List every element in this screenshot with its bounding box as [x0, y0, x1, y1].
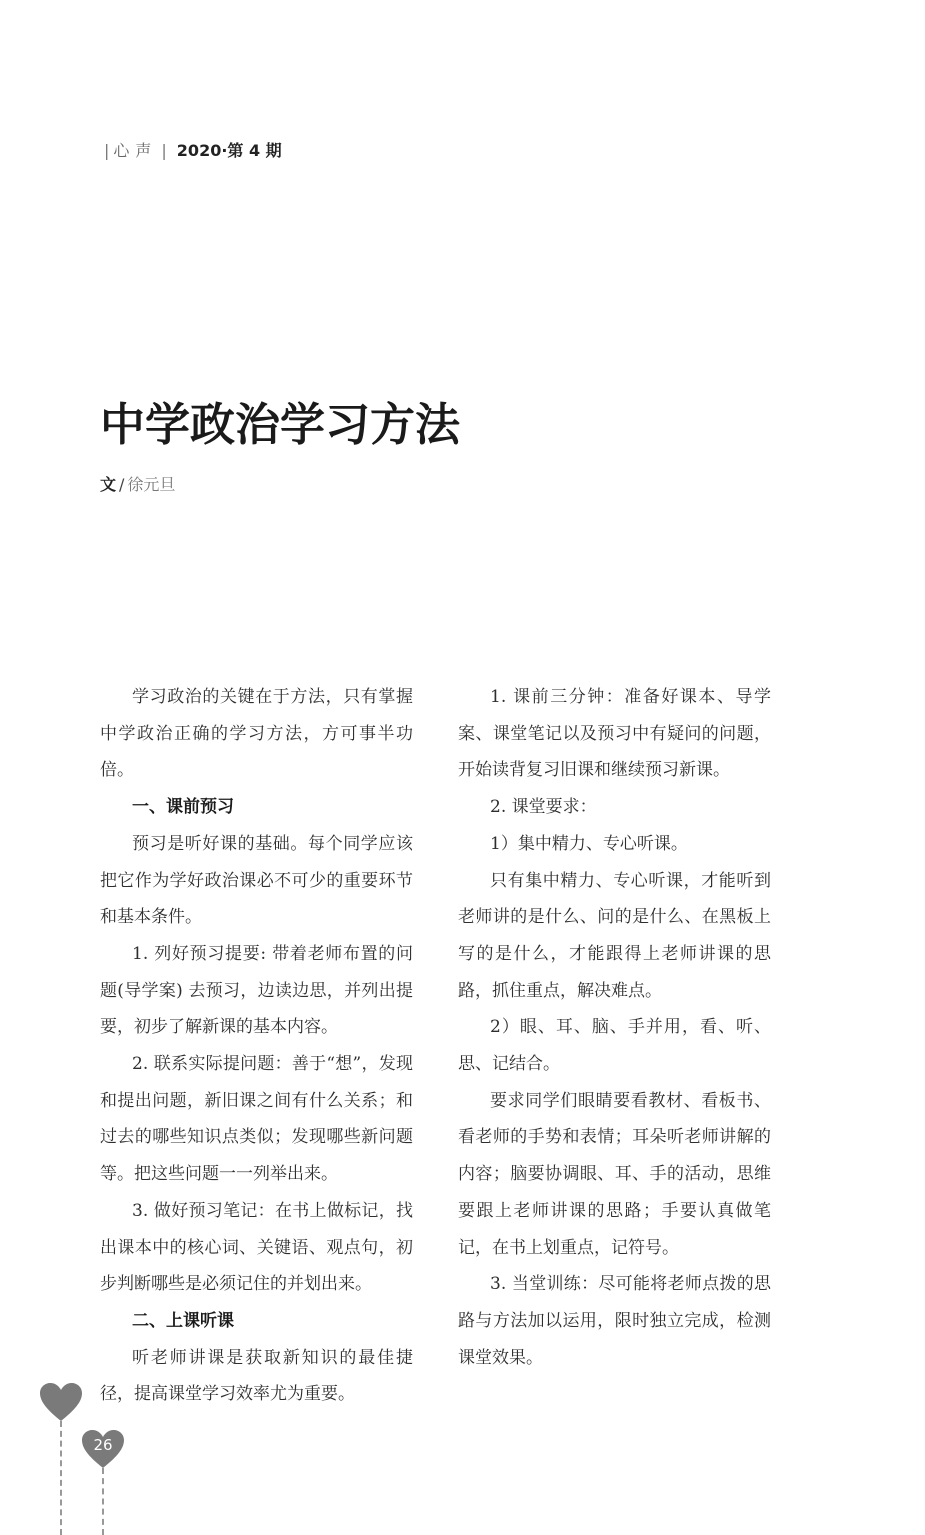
byline-prefix: 文	[100, 475, 117, 494]
section-heading: 一、课前预习	[132, 797, 234, 818]
paragraph: 1. 课前三分钟：准备好课本、导学案、课堂笔记以及预习中有疑问的问题，开始读背复习旧课和继续预习新课。	[458, 687, 771, 781]
section-heading: 二、上课听课	[132, 1310, 234, 1331]
article-title: 中学政治学习方法	[100, 398, 461, 451]
dashed-string-right	[102, 1468, 104, 1535]
byline-slash: /	[119, 475, 125, 494]
header-divider-right: |	[161, 141, 167, 160]
page-number: 26	[93, 1436, 113, 1454]
paragraph: 要求同学们眼睛要看教材、看板书、看老师的手势和表情；耳朵听老师讲解的内容；脑要协调眼、耳、手的活动，思维要跟上老师讲课的思路；手要认真做笔记，在书上划重点，记符号。	[458, 1090, 771, 1258]
running-header	[100, 138, 282, 161]
paragraph: 只有集中精力、专心听课，才能听到老师讲的是什么、问的是什么、在黑板上写的是什么，才能跟得上老师讲课的思路，抓住重点，解决难点。	[458, 870, 771, 1001]
header-section: 心声	[113, 141, 158, 160]
byline-author: 徐元旦	[127, 475, 176, 494]
paragraph: 1. 列好预习提要: 带着老师布置的问题(导学案) 去预习，边读边思，并列出提要，初步了解新课的基本内容。	[100, 943, 413, 1038]
paragraph: 3. 当堂训练：尽可能将老师点拨的思路与方法加以运用，限时独立完成，检测课堂效果。	[458, 1274, 771, 1368]
heart-icon	[40, 1383, 82, 1423]
paragraph: 1）集中精力、专心听课。	[490, 833, 688, 854]
paragraph: 2）眼、耳、脑、手并用，看、听、思、记结合。	[458, 1017, 771, 1075]
article-byline	[100, 472, 175, 495]
header-issue: 2020·第 4 期	[176, 141, 282, 160]
left-column	[100, 679, 413, 1413]
dashed-string-left	[60, 1421, 62, 1535]
header-divider-left: |	[104, 141, 110, 160]
paragraph: 2. 联系实际提问题：善于“想”，发现和提出问题，新旧课之间有什么关系；和过去的哪些知识点类似；发现哪些新问题等。把这些问题一一列举出来。	[100, 1054, 413, 1185]
paragraph: 预习是听好课的基础。每个同学应该把它作为学好政治课必不可少的重要环节和基本条件。	[100, 833, 413, 928]
paragraph: 2. 课堂要求：	[490, 797, 597, 818]
paragraph: 听老师讲课是获取新知识的最佳捷径，提高课堂学习效率尤为重要。	[100, 1347, 413, 1405]
right-column	[458, 679, 771, 1376]
paragraph: 3. 做好预习笔记：在书上做标记，找出课本中的核心词、关键语、观点句，初步判断哪些是必须记住的并划出来。	[100, 1200, 413, 1295]
paragraph: 学习政治的关键在于方法，只有掌握中学政治正确的学习方法，方可事半功倍。	[100, 687, 413, 781]
